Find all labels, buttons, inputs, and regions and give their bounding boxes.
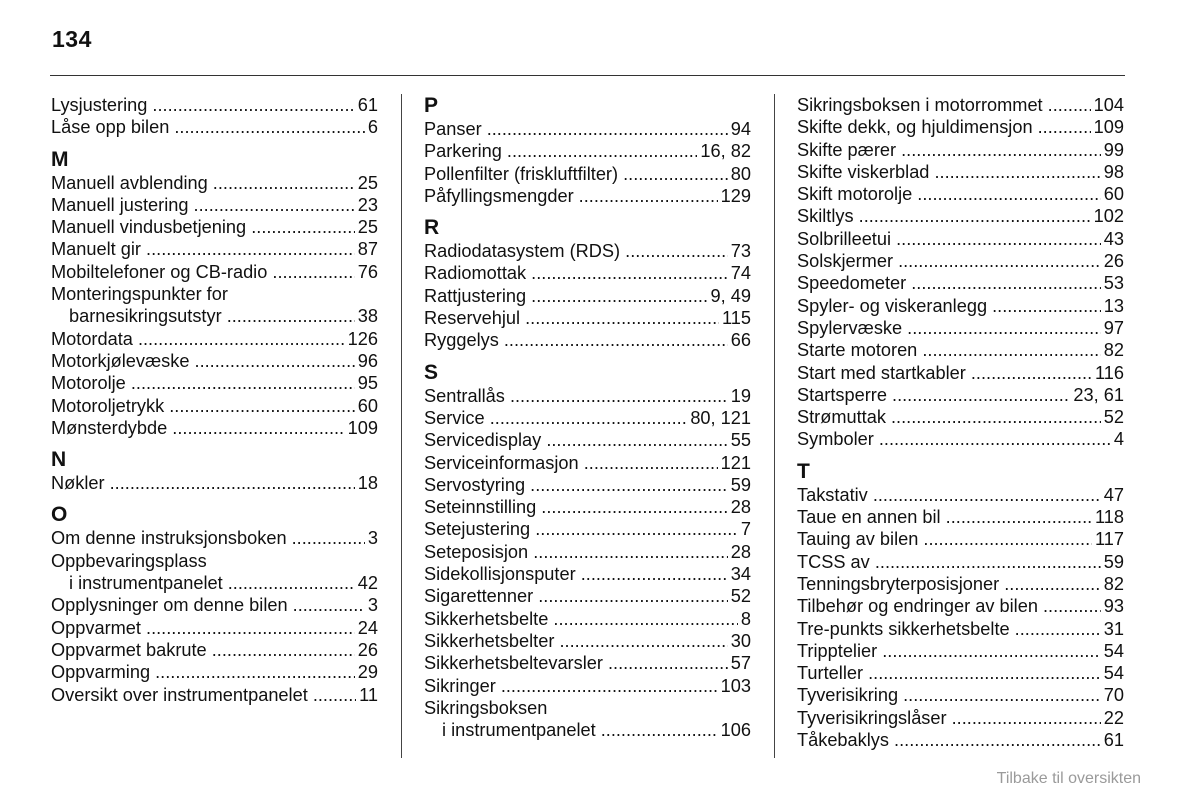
index-entry[interactable] xyxy=(424,118,751,140)
index-entry[interactable] xyxy=(797,205,1124,227)
index-entry-text: Reservehjul ..... xyxy=(424,307,751,329)
index-entry-page: 59 xyxy=(1101,551,1124,573)
index-entry-text: Oppvarmet ..... xyxy=(51,617,378,639)
index-entry-page: 96 xyxy=(355,350,378,372)
index-entry-text: Ryggelys ..... xyxy=(424,329,751,351)
index-entry-page: 61 xyxy=(355,94,378,116)
index-entry-text: Skiltlys ..... xyxy=(797,205,1124,227)
index-entry-text: Spylervæske ..... xyxy=(797,317,1124,339)
index-entry-page: 3 xyxy=(365,594,378,616)
index-entry-text: Startsperre ..... xyxy=(797,384,1124,406)
index-entry[interactable] xyxy=(51,94,378,116)
index-entry[interactable] xyxy=(424,518,751,540)
index-entry-page: 87 xyxy=(355,238,378,260)
index-entry[interactable] xyxy=(797,618,1124,640)
index-entry[interactable] xyxy=(51,172,378,194)
index-entry-text: i instrumentpanelet ..... xyxy=(442,719,751,741)
index-entry-text: Oversikt over instrumentpanelet ..... xyxy=(51,684,378,706)
index-entry[interactable] xyxy=(424,675,751,697)
index-entry-page: 76 xyxy=(355,261,378,283)
index-entry[interactable] xyxy=(51,395,378,417)
index-entry-page: 42 xyxy=(355,572,378,594)
section-letter: N xyxy=(51,448,67,472)
index-entry-text: Turteller ..... xyxy=(797,662,1124,684)
index-entry-page: 97 xyxy=(1101,317,1124,339)
index-entry-page: 52 xyxy=(728,585,751,607)
index-entry-text: Skifte pærer ..... xyxy=(797,139,1124,161)
index-entry[interactable] xyxy=(51,527,378,549)
index-entry[interactable] xyxy=(797,384,1124,406)
index-entry-page: 38 xyxy=(355,305,378,327)
index-entry-page: 13 xyxy=(1101,295,1124,317)
index-subentry[interactable] xyxy=(51,572,378,594)
index-entry[interactable] xyxy=(51,617,378,639)
index-entry[interactable] xyxy=(51,116,378,138)
index-entry-page: 28 xyxy=(728,496,751,518)
index-entry[interactable] xyxy=(51,417,378,439)
index-entry-page: 18 xyxy=(355,472,378,494)
index-entry-text: Skifte viskerblad ..... xyxy=(797,161,1124,183)
index-entry[interactable] xyxy=(51,639,378,661)
index-entry-text: Tilbehør og endringer av bilen ..... xyxy=(797,595,1124,617)
index-entry-text: Spyler- og viskeranlegg ..... xyxy=(797,295,1124,317)
index-entry-text: Sentrallås ..... xyxy=(424,385,751,407)
index-entry-page: 93 xyxy=(1101,595,1124,617)
index-entry[interactable] xyxy=(424,185,751,207)
index-entry-page: 109 xyxy=(1091,116,1124,138)
index-entry[interactable] xyxy=(51,216,378,238)
index-entry-text: Oppvarming ..... xyxy=(51,661,378,683)
index-entry[interactable] xyxy=(51,472,378,494)
index-entry[interactable] xyxy=(424,474,751,496)
index-entry[interactable] xyxy=(797,528,1124,550)
section-letter: T xyxy=(797,459,810,483)
index-entry-text: Solbrilleetui ..... xyxy=(797,228,1124,250)
index-entry[interactable] xyxy=(797,640,1124,662)
index-entry[interactable] xyxy=(424,240,751,262)
index-entry-page: 73 xyxy=(728,240,751,262)
index-column-3 xyxy=(797,94,1124,751)
index-entry-page: 116 xyxy=(1092,362,1124,384)
index-entry[interactable] xyxy=(797,317,1124,339)
index-entry[interactable] xyxy=(424,329,751,351)
index-entry[interactable] xyxy=(797,506,1124,528)
index-entry-page: 66 xyxy=(728,329,751,351)
index-entry-text: Om denne instruksjonsboken ..... xyxy=(51,527,378,549)
index-entry-text: Setejustering ..... xyxy=(424,518,751,540)
index-entry-text: Service ..... xyxy=(424,407,751,429)
index-entry-page: 19 xyxy=(728,385,751,407)
index-entry[interactable] xyxy=(424,630,751,652)
index-entry-page: 129 xyxy=(718,185,751,207)
index-entry-page: 31 xyxy=(1101,618,1124,640)
index-entry-text: Tenningsbryterposisjoner ..... xyxy=(797,573,1124,595)
index-entry[interactable] xyxy=(797,139,1124,161)
index-entry-text: Servicedisplay ..... xyxy=(424,429,751,451)
index-entry-text: Radiomottak ..... xyxy=(424,262,751,284)
index-entry-page: 82 xyxy=(1101,339,1124,361)
section-letter: S xyxy=(424,360,439,384)
index-entry-page: 74 xyxy=(728,262,751,284)
index-entry[interactable] xyxy=(797,484,1124,506)
index-entry-page: 3 xyxy=(365,527,378,549)
index-entry[interactable] xyxy=(797,684,1124,706)
index-entry-page: 53 xyxy=(1101,272,1124,294)
index-entry[interactable] xyxy=(797,94,1124,116)
index-entry-text: Mønsterdybde ..... xyxy=(51,417,378,439)
index-entry[interactable] xyxy=(51,661,378,683)
index-entry[interactable] xyxy=(424,307,751,329)
index-entry[interactable] xyxy=(424,452,751,474)
index-entry-page: 109 xyxy=(345,417,378,439)
column-divider xyxy=(774,94,775,758)
index-entry-text: Seteinnstilling ..... xyxy=(424,496,751,518)
index-entry-text: Tauing av bilen ..... xyxy=(797,528,1124,550)
index-entry[interactable] xyxy=(797,406,1124,428)
index-entry[interactable] xyxy=(424,429,751,451)
index-subentry[interactable] xyxy=(51,305,378,327)
index-entry-text: Sikringer ..... xyxy=(424,675,751,697)
index-entry-text: Servostyring ..... xyxy=(424,474,751,496)
page-number: 134 xyxy=(52,26,92,52)
index-entry-text: Takstativ ..... xyxy=(797,484,1124,506)
index-entry-text: Tåkebaklys ..... xyxy=(797,729,1124,751)
index-entry-text: Påfyllingsmengder ..... xyxy=(424,185,751,207)
index-entry[interactable] xyxy=(424,563,751,585)
index-entry-text: Radiodatasystem (RDS) ..... xyxy=(424,240,751,262)
index-entry[interactable] xyxy=(797,662,1124,684)
index-entry-text: Panser ..... xyxy=(424,118,751,140)
index-entry-page: 25 xyxy=(355,216,378,238)
index-entry[interactable] xyxy=(424,163,751,185)
index-entry-page: 99 xyxy=(1101,139,1124,161)
index-entry-page: 52 xyxy=(1101,406,1124,428)
index-entry-text: Skifte dekk, og hjuldimensjon ..... xyxy=(797,116,1124,138)
index-entry-page: 117 xyxy=(1092,528,1124,550)
index-entry-text: Sikringsboksen i motorrommet ..... xyxy=(797,94,1124,116)
index-entry[interactable] xyxy=(424,652,751,674)
index-entry-page: 60 xyxy=(1101,183,1124,205)
section-letter: M xyxy=(51,147,69,171)
index-entry-text: Parkering ..... xyxy=(424,140,751,162)
index-entry-page: 54 xyxy=(1101,662,1124,684)
index-entry-page: 102 xyxy=(1091,205,1124,227)
index-entry-text: Motorkjølevæske ..... xyxy=(51,350,378,372)
index-entry-text: Skift motorolje ..... xyxy=(797,183,1124,205)
index-entry-page: 80 xyxy=(728,163,751,185)
index-entry-text: Sidekollisjonsputer ..... xyxy=(424,563,751,585)
index-entry-text: barnesikringsutstyr ..... xyxy=(69,305,378,327)
index-entry[interactable] xyxy=(797,183,1124,205)
index-entry-text: Låse opp bilen ..... xyxy=(51,116,378,138)
index-entry-page: 95 xyxy=(355,372,378,394)
index-entry[interactable] xyxy=(797,551,1124,573)
index-entry-page: 11 xyxy=(356,684,378,706)
index-entry[interactable] xyxy=(797,228,1124,250)
index-entry-page: 54 xyxy=(1101,640,1124,662)
index-entry-heading[interactable]: Sikringsboksen xyxy=(424,697,548,718)
index-entry-text: Opplysninger om denne bilen ..... xyxy=(51,594,378,616)
index-entry-page: 55 xyxy=(728,429,751,451)
index-entry[interactable] xyxy=(424,285,751,307)
index-entry-text: Oppvarmet bakrute ..... xyxy=(51,639,378,661)
index-entry-page: 80, 121 xyxy=(687,407,751,429)
index-entry-text: Solskjermer ..... xyxy=(797,250,1124,272)
index-entry-text: Rattjustering ..... xyxy=(424,285,751,307)
index-entry[interactable] xyxy=(797,116,1124,138)
index-entry-text: Manuell justering ..... xyxy=(51,194,378,216)
section-letter: O xyxy=(51,503,68,527)
index-entry-text: Tyverisikring ..... xyxy=(797,684,1124,706)
index-entry[interactable] xyxy=(51,261,378,283)
index-entry-text: Strømuttak ..... xyxy=(797,406,1124,428)
index-entry-page: 25 xyxy=(355,172,378,194)
index-entry[interactable] xyxy=(51,328,378,350)
section-letter: P xyxy=(424,94,439,117)
index-entry-page: 61 xyxy=(1101,729,1124,751)
index-entry[interactable] xyxy=(797,272,1124,294)
index-entry-text: Taue en annen bil ..... xyxy=(797,506,1124,528)
index-entry-text: Sikkerhetsbelte ..... xyxy=(424,608,751,630)
index-entry[interactable] xyxy=(797,573,1124,595)
header-rule xyxy=(50,75,1125,76)
index-entry-text: i instrumentpanelet ..... xyxy=(69,572,378,594)
index-entry[interactable] xyxy=(797,295,1124,317)
index-entry[interactable] xyxy=(424,541,751,563)
index-entry-text: Sikkerhetsbelter ..... xyxy=(424,630,751,652)
index-entry[interactable] xyxy=(797,161,1124,183)
index-entry-text: Motorolje ..... xyxy=(51,372,378,394)
back-to-overview-link[interactable]: Tilbake til oversikten xyxy=(996,770,1141,787)
index-entry[interactable] xyxy=(797,428,1124,450)
index-entry[interactable] xyxy=(51,350,378,372)
index-entry-text: Sikkerhetsbeltevarsler ..... xyxy=(424,652,751,674)
index-entry-page: 98 xyxy=(1101,161,1124,183)
index-entry[interactable] xyxy=(424,385,751,407)
index-entry-page: 26 xyxy=(355,639,378,661)
index-entry-text: Manuelt gir ..... xyxy=(51,238,378,260)
index-entry-page: 115 xyxy=(719,307,751,329)
index-entry[interactable] xyxy=(424,140,751,162)
index-entry-page: 24 xyxy=(355,617,378,639)
index-column-1 xyxy=(51,94,378,706)
index-entry-page: 59 xyxy=(728,474,751,496)
index-entry-page: 16, 82 xyxy=(697,140,751,162)
index-entry-page: 23, 61 xyxy=(1070,384,1124,406)
index-entry[interactable] xyxy=(51,594,378,616)
index-entry-page: 8 xyxy=(738,608,751,630)
index-entry-text: Pollenfilter (friskluftfilter) ..... xyxy=(424,163,751,185)
index-entry-text: Mobiltelefoner og CB-radio ..... xyxy=(51,261,378,283)
index-entry-text: Sigarettenner ..... xyxy=(424,585,751,607)
index-entry-text: Seteposisjon ..... xyxy=(424,541,751,563)
index-entry[interactable] xyxy=(424,496,751,518)
index-entry-page: 28 xyxy=(728,541,751,563)
index-entry-text: Speedometer ..... xyxy=(797,272,1124,294)
index-entry[interactable] xyxy=(797,339,1124,361)
index-entry-page: 6 xyxy=(365,116,378,138)
index-entry[interactable] xyxy=(51,684,378,706)
index-entry-heading[interactable]: Oppbevaringsplass xyxy=(51,550,207,571)
index-entry[interactable] xyxy=(424,262,751,284)
index-entry[interactable] xyxy=(424,585,751,607)
index-entry-text: Starte motoren ..... xyxy=(797,339,1124,361)
index-entry-text: Serviceinformasjon ..... xyxy=(424,452,751,474)
index-entry-page: 70 xyxy=(1101,684,1124,706)
index-entry-text: Start med startkabler ..... xyxy=(797,362,1124,384)
index-entry-page: 106 xyxy=(718,719,751,741)
index-entry-text: Manuell vindusbetjening ..... xyxy=(51,216,378,238)
index-entry[interactable] xyxy=(51,238,378,260)
index-entry-text: Motordata ..... xyxy=(51,328,378,350)
index-entry[interactable] xyxy=(797,250,1124,272)
index-entry[interactable] xyxy=(797,707,1124,729)
index-entry-page: 22 xyxy=(1101,707,1124,729)
index-entry[interactable] xyxy=(51,194,378,216)
index-entry-text: Symboler ..... xyxy=(797,428,1124,450)
index-entry-text: Lysjustering ..... xyxy=(51,94,378,116)
section-letter: R xyxy=(424,216,440,240)
index-entry[interactable] xyxy=(424,608,751,630)
index-entry-page: 34 xyxy=(728,563,751,585)
index-entry-page: 57 xyxy=(728,652,751,674)
index-entry-page: 121 xyxy=(718,452,751,474)
index-entry-page: 94 xyxy=(728,118,751,140)
index-entry-page: 118 xyxy=(1092,506,1124,528)
index-entry-page: 7 xyxy=(738,518,751,540)
index-subentry[interactable] xyxy=(424,719,751,741)
index-column-2 xyxy=(424,94,751,741)
index-entry-text: Manuell avblending ..... xyxy=(51,172,378,194)
index-entry-page: 103 xyxy=(718,675,751,697)
index-entry-page: 23 xyxy=(355,194,378,216)
index-entry-text: Tre-punkts sikkerhetsbelte ..... xyxy=(797,618,1124,640)
index-entry-text: Tripptelier ..... xyxy=(797,640,1124,662)
index-entry-page: 104 xyxy=(1091,94,1124,116)
index-entry-heading[interactable]: Monteringspunkter for xyxy=(51,284,228,305)
index-entry-page: 60 xyxy=(355,395,378,417)
index-entry[interactable] xyxy=(797,595,1124,617)
index-entry-page: 26 xyxy=(1101,250,1124,272)
index-entry-page: 29 xyxy=(355,661,378,683)
index-entry-page: 47 xyxy=(1101,484,1124,506)
column-divider xyxy=(401,94,402,758)
index-entry-page: 43 xyxy=(1101,228,1124,250)
index-entry-text: TCSS av ..... xyxy=(797,551,1124,573)
index-entry-text: Tyverisikringslåser ..... xyxy=(797,707,1124,729)
index-entry-page: 30 xyxy=(728,630,751,652)
index-entry[interactable] xyxy=(797,362,1124,384)
index-entry-page: 4 xyxy=(1111,428,1124,450)
index-entry-page: 9, 49 xyxy=(708,285,751,307)
index-entry[interactable] xyxy=(424,407,751,429)
index-entry-text: Motoroljetrykk ..... xyxy=(51,395,378,417)
index-entry[interactable] xyxy=(51,372,378,394)
index-entry-text: Nøkler ..... xyxy=(51,472,378,494)
index-entry-page: 126 xyxy=(345,328,378,350)
index-entry[interactable] xyxy=(797,729,1124,751)
index-entry-page: 82 xyxy=(1101,573,1124,595)
